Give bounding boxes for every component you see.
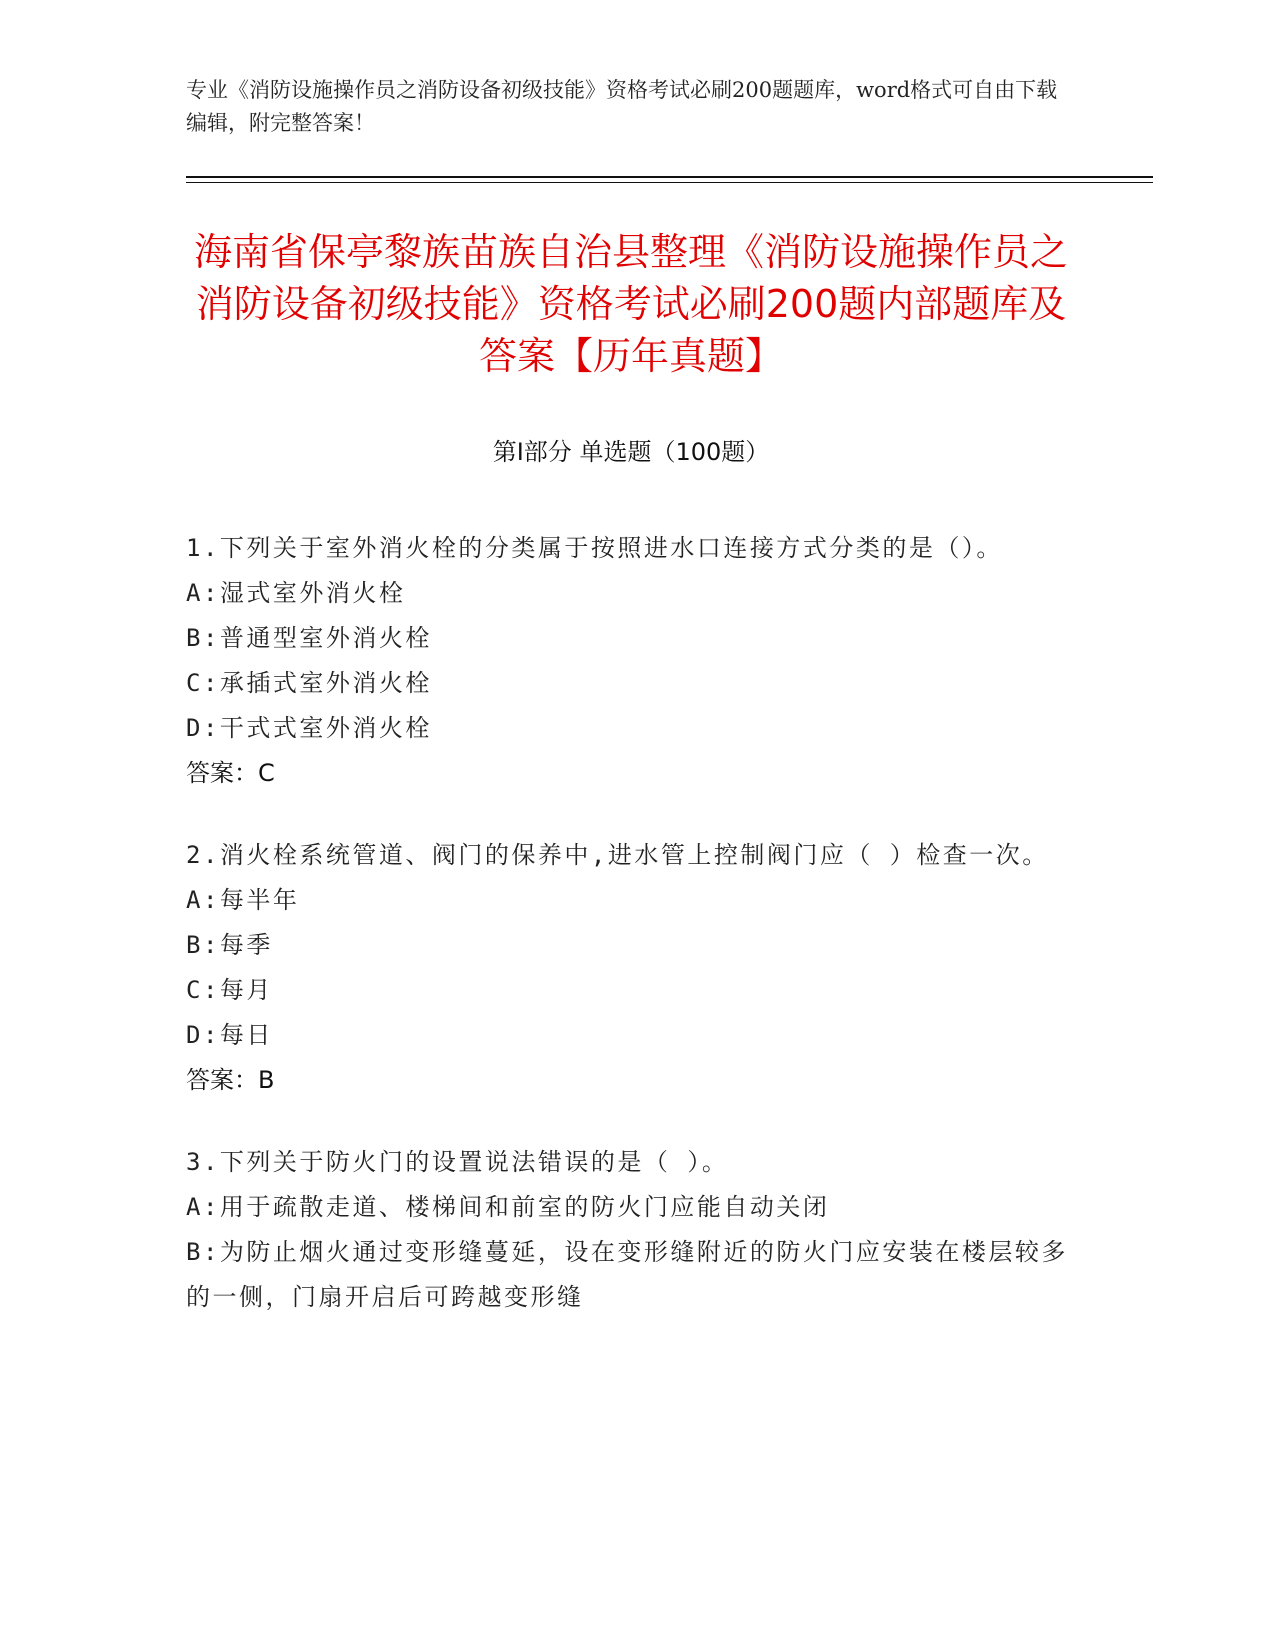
question-list xyxy=(186,526,1071,1357)
option-b: B:普通型室外消火栓 xyxy=(186,624,432,652)
option-c: C:每月 xyxy=(186,976,273,1004)
answer: 答案：B xyxy=(186,1066,275,1094)
section-title: 第Ⅰ部分 单选题（100题） xyxy=(492,438,770,466)
option-c: C:承插式室外消火栓 xyxy=(186,669,432,697)
option-d: D:每日 xyxy=(186,1021,273,1049)
answer: 答案：C xyxy=(186,759,275,787)
option-b: B:为防止烟火通过变形缝蔓延，设在变形缝附近的防火门应安装在楼层较多的一侧，门扇开启后可跨越变形缝 xyxy=(186,1238,1068,1311)
question-2 xyxy=(186,833,1071,1103)
header-divider-thick xyxy=(186,176,1153,178)
option-b: B:每季 xyxy=(186,931,273,959)
option-a: A:每半年 xyxy=(186,886,300,914)
header-note: 专业《消防设施操作员之消防设备初级技能》资格考试必刷200题题库，word格式可自由下载编辑，附完整答案！ xyxy=(186,78,1058,135)
question-1 xyxy=(186,526,1071,796)
question-text: 2.消火栓系统管道、阀门的保养中,进水管上控制阀门应（ ）检查一次。 xyxy=(186,841,1049,869)
header-divider-thin xyxy=(186,182,1153,183)
option-a: A:用于疏散走道、楼梯间和前室的防火门应能自动关闭 xyxy=(186,1193,830,1221)
question-text: 3.下列关于防火门的设置说法错误的是（ ）。 xyxy=(186,1148,729,1176)
option-d: D:干式式室外消火栓 xyxy=(186,714,432,742)
question-text: 1.下列关于室外消火栓的分类属于按照进水口连接方式分类的是（）。 xyxy=(186,534,1003,562)
option-a: A:湿式室外消火栓 xyxy=(186,579,406,607)
question-3 xyxy=(186,1140,1071,1320)
document-title: 海南省保亭黎族苗族自治县整理《消防设施操作员之消防设备初级技能》资格考试必刷200题内部题库及答案【历年真题】 xyxy=(193,230,1068,378)
